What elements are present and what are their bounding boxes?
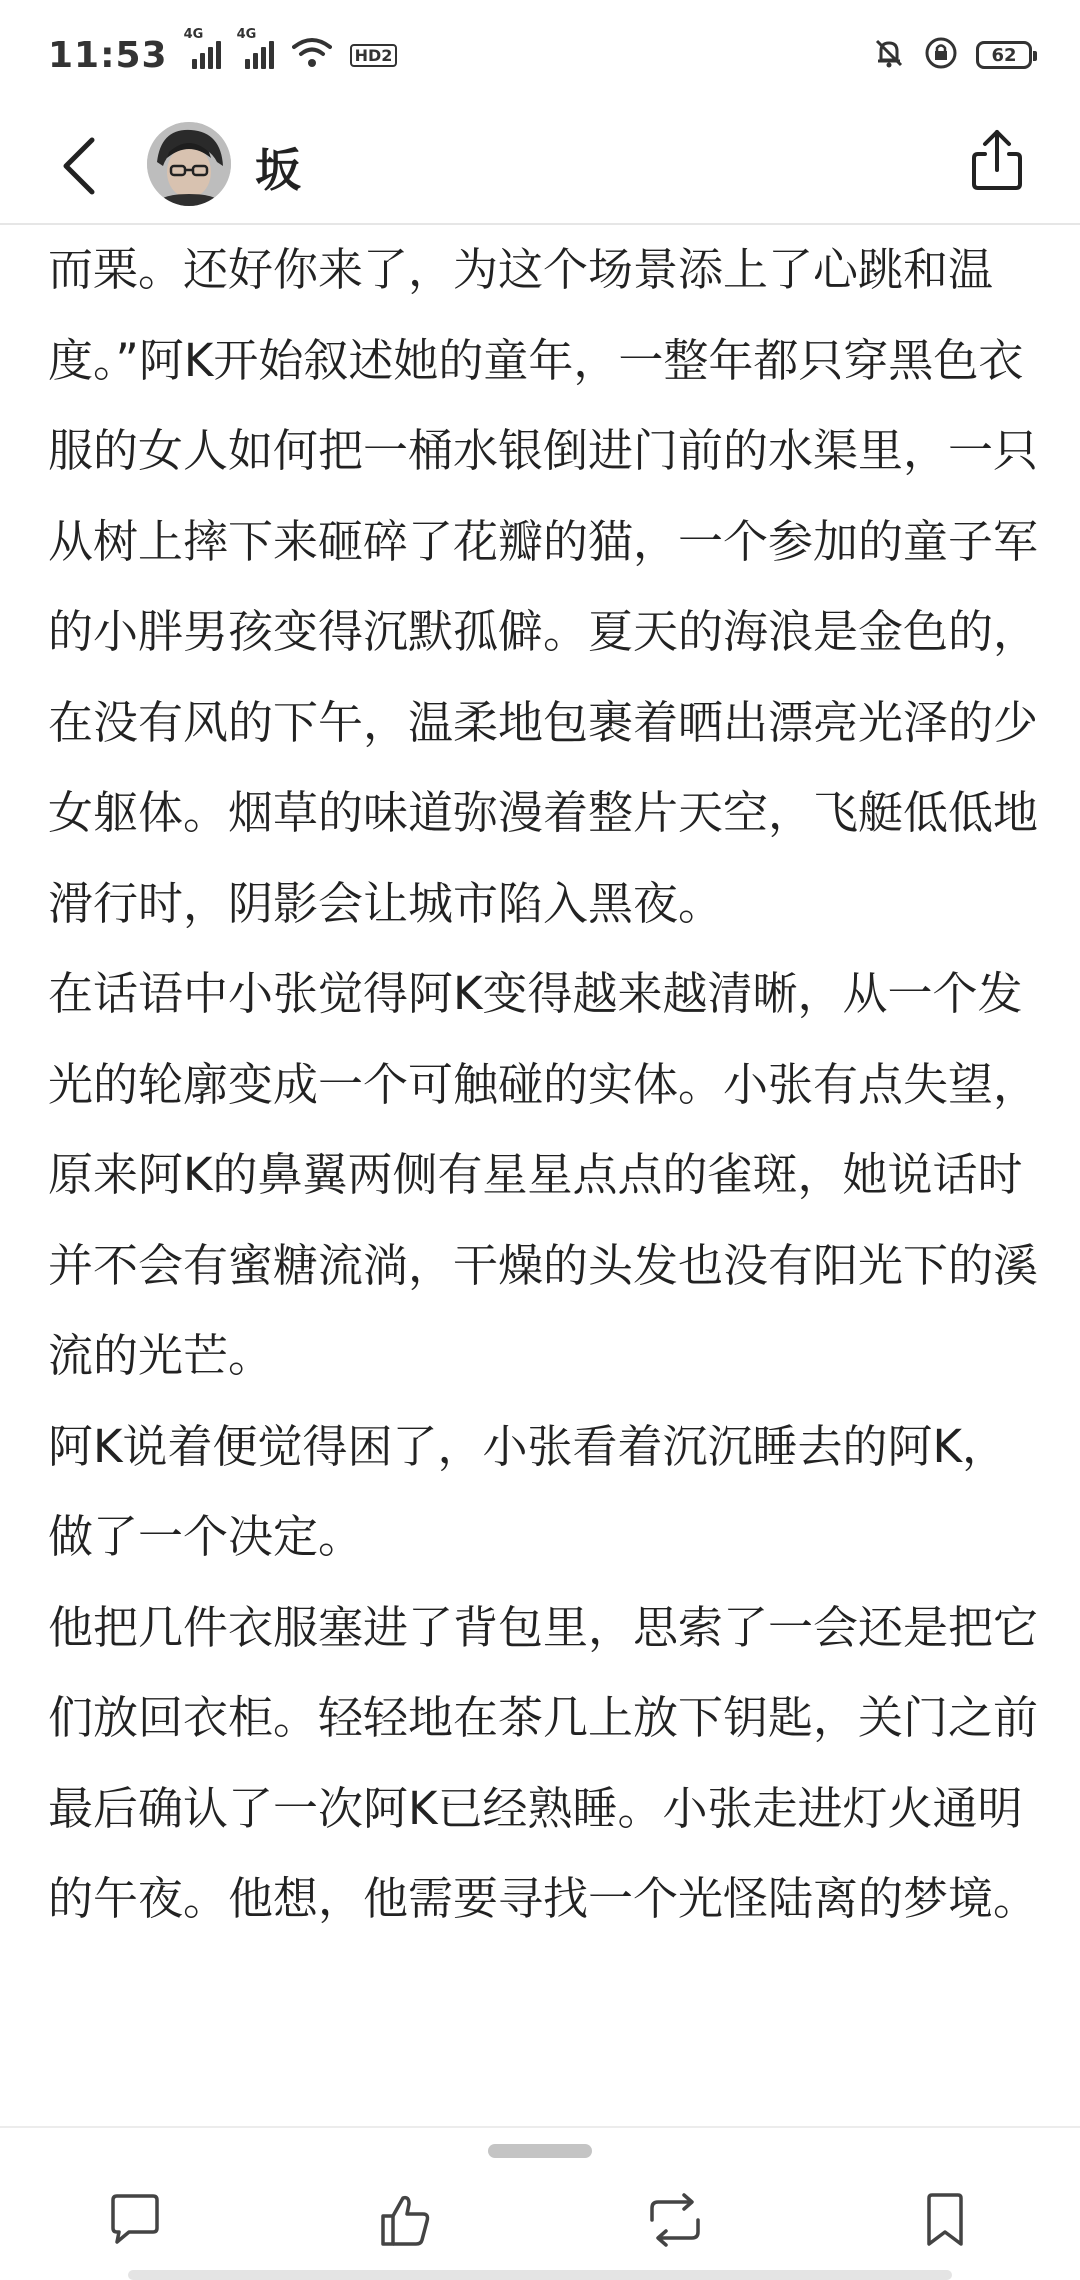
battery-icon	[976, 41, 1032, 69]
author-name[interactable]: 坂	[255, 143, 301, 197]
bookmark-button[interactable]	[900, 2175, 990, 2265]
comment-button[interactable]	[90, 2175, 180, 2265]
article-paragraph-2: 在话语中小张觉得阿K变得越来越清晰，从一个发光的轮廓变成一个可触碰的实体。小张有点失望，原来阿K的鼻翼两侧有星星点点的雀斑，她说话时并不会有蜜糖流淌，干燥的头发也没有阳光下的溪流的光芒。	[48, 967, 1039, 1382]
bookmark-icon	[915, 2190, 975, 2250]
status-left	[48, 27, 397, 76]
article-paragraph-1: 而栗。还好你来了，为这个场景添上了心跳和温度。”阿K开始叙述她的童年，一整年都只穿黑色衣服的女人如何把一桶水银倒进门前的水渠里，一只从树上摔下来砸碎了花瓣的猫，一个参加的童子军的小胖男孩变得沉默孤僻。夏天的海浪是金色的，在没有风的下午，温柔地包裹着晒出漂亮光泽的少女躯体。烟草的味道弥漫着整片天空，飞艇低低地滑行时，阴影会让城市陷入黑夜。	[48, 243, 1039, 930]
comment-icon	[105, 2190, 165, 2250]
back-button[interactable]	[50, 130, 120, 200]
share-icon	[954, 118, 1040, 204]
sim1-label: 4G	[183, 27, 204, 42]
hd-badge: HD2	[350, 44, 398, 67]
repost-button[interactable]	[630, 2175, 720, 2265]
article-body	[48, 225, 1038, 1945]
signal-icon-2	[236, 27, 274, 69]
back-icon	[50, 130, 120, 200]
like-icon	[375, 2190, 435, 2250]
share-button[interactable]	[954, 118, 1040, 204]
home-indicator	[128, 2270, 952, 2280]
drag-handle[interactable]	[488, 2144, 592, 2158]
wifi-icon	[292, 37, 332, 73]
repost-icon	[642, 2190, 708, 2250]
status-right	[872, 36, 1032, 74]
status-bar	[0, 0, 1080, 110]
status-time: 11:53	[48, 34, 168, 76]
lock-rotation-icon	[924, 36, 958, 74]
header	[0, 110, 1080, 225]
signal-icon	[183, 27, 221, 69]
article-paragraph-4: 他把几件衣服塞进了背包里，思索了一会还是把它们放回衣柜。轻轻地在茶几上放下钥匙，关门之前最后确认了一次阿K已经熟睡。小张走进灯火通明的午夜。他想，他需要寻找一个光怪陆离的梦境。	[48, 1600, 1039, 1925]
battery-level: 62	[991, 44, 1017, 66]
like-button[interactable]	[360, 2175, 450, 2265]
sim2-label: 4G	[236, 27, 257, 42]
avatar[interactable]	[147, 122, 231, 206]
article-paragraph-3: 阿K说着便觉得困了，小张看着沉沉睡去的阿K，做了一个决定。	[48, 1419, 1008, 1563]
bottom-divider	[0, 2126, 1080, 2128]
mute-icon	[872, 36, 906, 74]
bottom-toolbar	[0, 2160, 1080, 2280]
